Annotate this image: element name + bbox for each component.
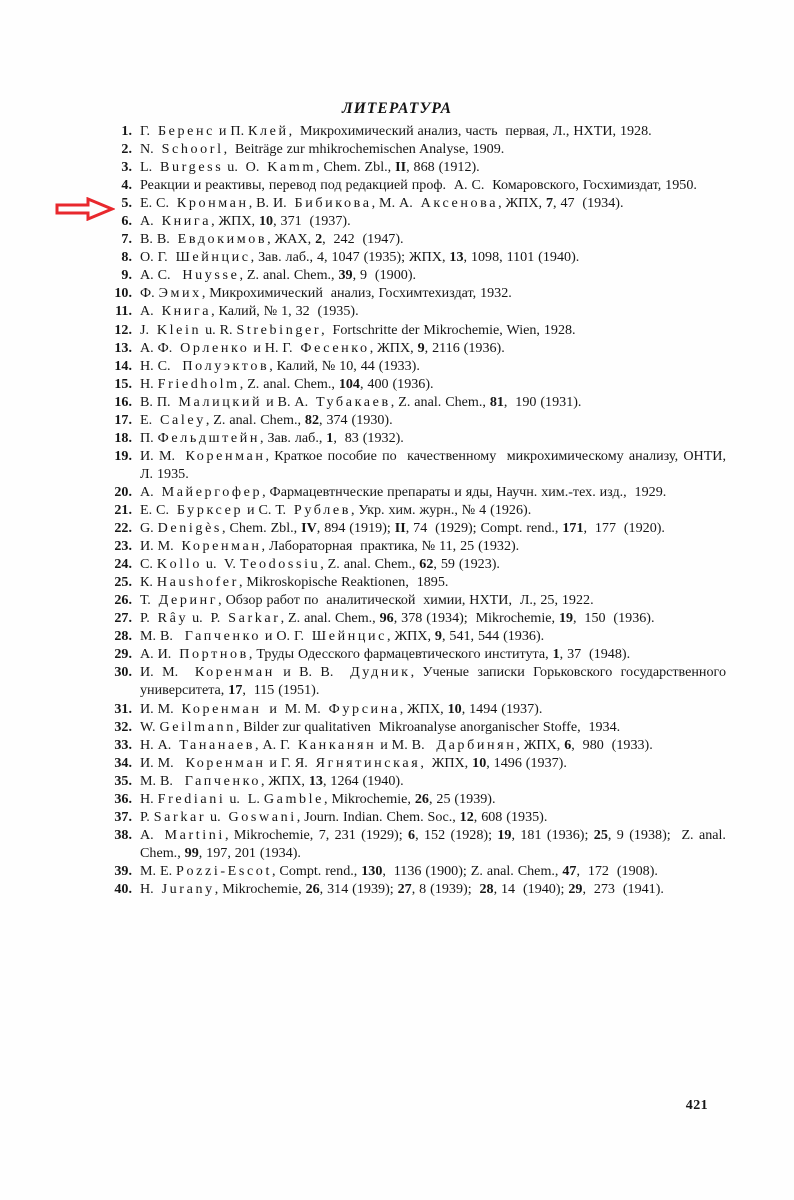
- reference-text: А. Книга, ЖПХ, 10, 371 (1937).: [140, 213, 351, 230]
- reference-entry: [96, 645, 726, 663]
- reference-entry: [96, 266, 726, 284]
- reference-text: И. М. Коренман, Лабораторная практика, № 11, 25 (1932).: [140, 538, 520, 555]
- reference-entry: [96, 663, 726, 699]
- reference-entry: [96, 736, 726, 754]
- reference-text: Е. Caley, Z. anal. Chem., 82, 374 (1930).: [140, 411, 393, 428]
- reference-entry: [96, 627, 726, 645]
- reference-number: 31.: [114, 700, 132, 717]
- reference-text: W. Geilmann, Bilder zur qualitativen Mikroanalyse anorganischer Stoffe, 1934.: [140, 718, 621, 735]
- reference-number: 28.: [114, 628, 132, 645]
- reference-text: П. Фельдштейн, Зав. лаб., 1, 83 (1932).: [140, 429, 404, 446]
- reference-entry: [96, 339, 726, 357]
- reference-entry: [96, 537, 726, 555]
- reference-number: 4.: [121, 177, 132, 194]
- reference-entry: [96, 212, 726, 230]
- reference-entry: [96, 393, 726, 411]
- reference-number: 7.: [121, 231, 132, 248]
- reference-text: M. E. Pozzi-Escot, Compt. rend., 130, 1136 (1900); Z. anal. Chem., 47, 172 (1908).: [140, 862, 658, 879]
- reference-text: К. Haushofer, Mikroskopische Reaktionen, 1895.: [140, 574, 449, 591]
- reference-text: Н. Frediani u. L. Gamble, Mikrochemie, 26, 25 (1939).: [140, 790, 496, 807]
- reference-entry: [96, 862, 726, 880]
- page-title: ЛИТЕРАТУРА: [341, 100, 453, 117]
- reference-entry: [96, 573, 726, 591]
- reference-text: А. С. Huysse, Z. anal. Chem., 39, 9 (1900).: [140, 267, 417, 284]
- reference-entry: [96, 122, 726, 140]
- reference-number: 13.: [114, 339, 132, 356]
- reference-entry: [96, 248, 726, 266]
- reference-text: А. Ф. Орленко и Н. Г. Фесенко, ЖПХ, 9, 2116 (1936).: [140, 339, 505, 356]
- reference-number: 1.: [121, 123, 132, 139]
- reference-text: P. Sarkar u. Goswani, Journ. Indian. Chem. Soc., 12, 608 (1935).: [140, 808, 548, 825]
- reference-number: 19.: [114, 447, 132, 464]
- reference-number: 20.: [114, 483, 132, 500]
- reference-text: А. И. Портнов, Труды Одесского фармацевтического института, 1, 37 (1948).: [140, 646, 631, 663]
- reference-number: 30.: [114, 664, 132, 681]
- reference-text: L. Burgess u. O. Kamm, Chem. Zbl., II, 868 (1912).: [140, 159, 480, 176]
- reference-entry: [96, 880, 726, 898]
- reference-entry: [96, 790, 726, 808]
- reference-text: М. В. Гапченко, ЖПХ, 13, 1264 (1940).: [140, 772, 404, 789]
- reference-text: А. Книга, Калий, № 1, 32 (1935).: [140, 303, 359, 320]
- reference-number: 34.: [114, 754, 132, 771]
- reference-text: В. В. Евдокимов, ЖАХ, 2, 242 (1947).: [140, 231, 404, 248]
- reference-entry: [96, 375, 726, 393]
- reference-list: [96, 122, 726, 898]
- reference-number: 35.: [114, 772, 132, 789]
- reference-entry: [96, 284, 726, 302]
- reference-number: 32.: [114, 718, 132, 735]
- reference-text: Реакции и реактивы, перевод под редакцией проф. А. С. Комаровского, Госхимиздат, 1950.: [140, 177, 697, 194]
- reference-text: Е. С. Бурксер и С. Т. Рублев, Укр. хим. журн., № 4 (1926).: [140, 501, 532, 518]
- reference-number: 36.: [114, 790, 132, 807]
- reference-text: G. Denigès, Chem. Zbl., IV, 894 (1919); II, 74 (1929); Compt. rend., 171, 177 (1920).: [140, 520, 665, 537]
- reference-entry: [96, 483, 726, 501]
- reference-entry: [96, 772, 726, 790]
- reference-number: 11.: [115, 303, 132, 320]
- reference-entry: [96, 230, 726, 248]
- reference-text: Г. Беренс и П. Клей, Микрохимический анализ, часть первая, Л., НХТИ, 1928.: [140, 123, 652, 139]
- reference-entry: [96, 718, 726, 736]
- reference-text: О. Г. Шейнцис, Зав. лаб., 4, 1047 (1935); ЖПХ, 13, 1098, 1101 (1940).: [140, 249, 580, 266]
- page-number: 421: [685, 1098, 708, 1113]
- reference-number: 39.: [114, 862, 132, 879]
- reference-text: И. М. Коренман, Краткое пособие по качественному микрохимическому анализу, ОНТИ, Л. 1935.: [140, 447, 727, 482]
- reference-entry: [96, 140, 726, 158]
- reference-number: 14.: [114, 357, 132, 374]
- reference-entry: [96, 321, 726, 339]
- reference-entry: [96, 194, 726, 212]
- reference-number: 12.: [114, 321, 132, 338]
- reference-number: 16.: [114, 393, 132, 410]
- reference-number: 21.: [114, 501, 132, 518]
- reference-number: 6.: [121, 213, 132, 230]
- reference-number: 38.: [114, 826, 132, 843]
- reference-entry: [96, 357, 726, 375]
- reference-text: Н. С. Полуэктов, Калий, № 10, 44 (1933).: [140, 357, 420, 374]
- reference-text: А. Майергофер, Фармацевтнческие препараты и яды, Научн. хим.-тех. изд., 1929.: [140, 483, 667, 500]
- reference-number: 40.: [114, 880, 132, 897]
- reference-number: 9.: [121, 267, 132, 284]
- reference-number: 22.: [114, 520, 132, 537]
- reference-text: И. М. Коренман и В. В. Дудник, Ученые записки Горьковского государственного университета, 17, 115 (1951).: [140, 664, 726, 699]
- reference-entry: [96, 754, 726, 772]
- reference-text: М. В. Гапченко и О. Г. Шейнцис, ЖПХ, 9, 541, 544 (1936).: [140, 628, 545, 645]
- reference-text: H. Jurany, Mikrochemie, 26, 314 (1939); 27, 8 (1939); 28, 14 (1940); 29, 273 (1941).: [140, 880, 664, 897]
- reference-entry: [96, 158, 726, 176]
- reference-number: 23.: [114, 538, 132, 555]
- reference-number: 37.: [114, 808, 132, 825]
- reference-text: Н. Friedholm, Z. anal. Chem., 104, 400 (1936).: [140, 375, 434, 392]
- reference-number: 15.: [114, 375, 132, 392]
- reference-entry: [96, 700, 726, 718]
- reference-number: 24.: [114, 556, 132, 573]
- reference-text: A. Martini, Mikrochemie, 7, 231 (1929); 6, 152 (1928); 19, 181 (1936); 25, 9 (1938); Z. anal. Chem., 99, 197, 201 (1934).: [140, 826, 726, 861]
- reference-entry: [96, 447, 726, 483]
- reference-entry: [96, 501, 726, 519]
- reference-entry: [96, 609, 726, 627]
- reference-number: 29.: [114, 646, 132, 663]
- reference-entry: [96, 411, 726, 429]
- reference-entry: [96, 826, 726, 862]
- reference-entry: [96, 591, 726, 609]
- reference-number: 33.: [114, 736, 132, 753]
- reference-number: 5.: [121, 195, 132, 212]
- reference-number: 17.: [114, 411, 132, 428]
- reference-entry: [96, 555, 726, 573]
- reference-number: 27.: [114, 610, 132, 627]
- reference-number: 18.: [114, 429, 132, 446]
- reference-text: В. П. Малицкий и В. А. Тубакаев, Z. anal. Chem., 81, 190 (1931).: [140, 393, 582, 410]
- reference-number: 25.: [114, 574, 132, 591]
- reference-entry: [96, 429, 726, 447]
- reference-text: Ф. Эмих, Микрохимический анализ, Госхимтехиздат, 1932.: [140, 285, 512, 302]
- reference-text: И. М. Коренман и М. М. Фурсина, ЖПХ, 10, 1494 (1937).: [140, 700, 543, 717]
- reference-entry: [96, 519, 726, 537]
- reference-text: Н. А. Тананаев, А. Г. Канканян и М. В. Дарбинян, ЖПХ, 6, 980 (1933).: [140, 736, 653, 753]
- reference-entry: [96, 808, 726, 826]
- reference-number: 10.: [114, 285, 132, 302]
- reference-text: Т. Деринг, Обзор работ по аналитической химии, НХТИ, Л., 25, 1922.: [140, 592, 594, 609]
- reference-text: P. Rây u. P. Sarkar, Z. anal. Chem., 96, 378 (1934); Mikrochemie, 19, 150 (1936).: [140, 610, 655, 627]
- reference-text: N. Schoorl, Beiträge zur mhikrochemischen Analyse, 1909.: [140, 141, 505, 158]
- reference-number: 2.: [121, 141, 132, 158]
- reference-number: 26.: [114, 592, 132, 609]
- reference-number: 8.: [121, 249, 132, 266]
- reference-entry: [96, 176, 726, 194]
- reference-number: 3.: [121, 159, 132, 176]
- reference-text: Е. С. Кронман, В. И. Бибикова, М. А. Аксенова, ЖПХ, 7, 47 (1934).: [140, 195, 624, 212]
- reference-text: C. Kollo u. V. Teodossiu, Z. anal. Chem., 62, 59 (1923).: [140, 556, 500, 573]
- reference-text: J. Klein u. R. Strebinger, Fortschritte der Mikrochemie, Wien, 1928.: [140, 321, 576, 338]
- reference-text: И. М. Коренман и Г. Я. Ягнятинская, ЖПХ, 10, 1496 (1937).: [140, 754, 567, 771]
- reference-entry: [96, 302, 726, 320]
